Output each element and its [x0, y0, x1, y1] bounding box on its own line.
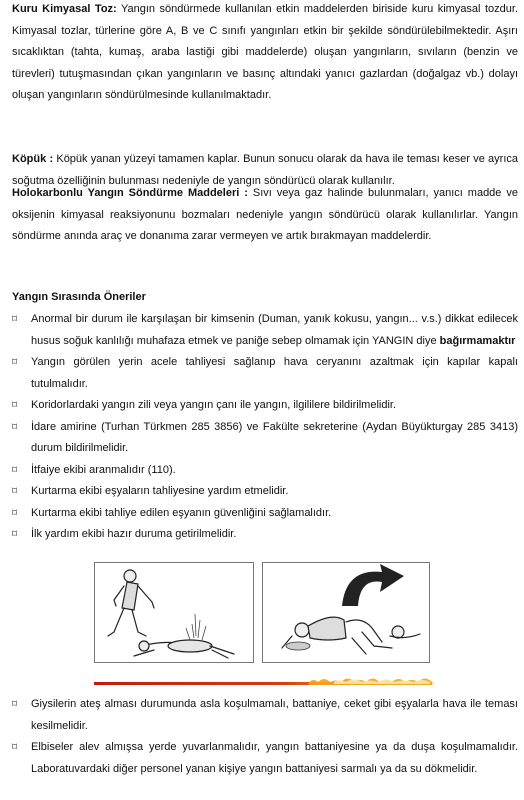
list-item-text: Giysilerin ateş alması durumunda asla koşulmamalı, battaniye, ceket gibi eşyalarla hava ile teması kesilmelidir.	[31, 698, 518, 732]
list-item-text: Anormal bir durum ile karşılaşan bir kimsenin (Duman, yanık kokusu, yangın... v.s.) dikkat edilecek husus soğuk kanlılığı muhafaza etmek ve paniğe sebep olmamak için YANGIN diye	[31, 313, 518, 347]
list-item-bold: bağırmamaktır	[439, 334, 516, 347]
list-item	[12, 737, 518, 780]
bullet-icon: ⌑	[12, 464, 18, 476]
list-item	[12, 481, 518, 503]
list-item	[12, 352, 518, 395]
foam-term: Köpük :	[12, 153, 54, 165]
list-item	[12, 309, 518, 352]
clothing-fire-list	[12, 694, 518, 780]
recommendations-list	[12, 309, 518, 546]
list-item-text: Kurtarma ekibi tahliye edilen eşyanın güvenliğini sağlamalıdır.	[31, 506, 332, 519]
bullet-icon: ⌑	[12, 742, 18, 753]
rolling-person-illustration	[262, 562, 430, 663]
fire-divider	[94, 676, 434, 686]
bullet-icon: ⌑	[12, 400, 18, 411]
list-item-text: İtfaiye ekibi aranmalıdır (110).	[31, 463, 176, 476]
dry-powder-term: Kuru Kimyasal Toz:	[12, 3, 117, 15]
list-item	[12, 503, 518, 525]
bullet-icon: ⌑	[12, 486, 18, 497]
list-item-text: Kurtarma ekibi eşyaların tahliyesine yardım etmelidir.	[31, 485, 289, 497]
halocarbon-term: Holokarbonlu Yangın Söndürme Maddeleri :	[12, 187, 248, 199]
list-item-text: İlk yardım ekibi hazır duruma getirilmelidir.	[31, 528, 237, 540]
dry-powder-text: Yangın söndürmede kullanılan etkin maddelerden biriside kuru kimyasal tozdur. Kimyasal tozlar, türlerine göre A, B ve C sınıfı yangınları etkin bir şekilde söndürülebilmektedir. Aşırı sıcaklıktan (tahta, kumaş, araba lastiği gibi maddelerde) oluşan yangınların, sıvıların (benzin ve türevleri) tutuşmasından çıkan yangınların ve basınç altındaki yanıcı gazlardan (doğalgaz vb.) dolayı oluşan yangınların söndürülmesinde kullanılmaktadır.	[12, 3, 518, 101]
bullet-icon: ⌑	[12, 507, 18, 519]
bullet-icon: ⌑	[12, 314, 18, 325]
list-item	[12, 524, 518, 546]
bullet-icon: ⌑	[12, 529, 18, 540]
fallen-person-illustration	[94, 562, 254, 663]
bullet-icon: ⌑	[12, 357, 18, 368]
list-item	[12, 460, 518, 482]
dry-powder-paragraph	[12, 0, 518, 107]
section-heading: Yangın Sırasında Öneriler	[12, 291, 146, 303]
list-item-text: Yangın görülen yerin acele tahliyesi sağlanıp hava ceryanını azaltmak için kapılar kapalı tutulmalıdır.	[31, 356, 518, 390]
list-item	[12, 694, 518, 737]
foam-text: Köpük yanan yüzeyi tamamen kaplar. Bunun sonucu olarak da hava ile teması keser ve ayrıca soğutma özelliğinin bulunması nedeniyle de yangın söndürücü olarak kullanılır.	[12, 153, 518, 187]
bullet-icon: ⌑	[12, 421, 18, 433]
list-item-text: Koridorlardaki yangın zili veya yangın çanı ile yangın, ilgililere bildirilmelidir.	[31, 399, 397, 411]
list-item	[12, 395, 518, 417]
list-item	[12, 417, 518, 460]
bullet-icon: ⌑	[12, 699, 18, 710]
halocarbon-paragraph	[12, 183, 518, 248]
list-item-text: Elbiseler alev almışsa yerde yuvarlanmalıdır, yangın battaniyesine ya da duşa koşulmamalıdır. Laboratuvardaki diğer personel yanan kişiye yangın battaniyesi sarmalı ya da su dökmelidir.	[31, 741, 518, 775]
list-item-text: İdare amirine (Turhan Türkmen 285 3856) ve Fakülte sekreterine (Aydan Büyükturgay 285 3413) durum bildirilmelidir.	[31, 420, 518, 454]
halocarbon-text: Sıvı veya gaz halinde bulunmaları, yanıcı madde ve oksijenin kimyasal reaksiyonunu bozmaları nedeniyle yangın söndürücü olarak kullanılırlar. Yangın söndürme anında araç ve donanıma zarar vermeyen ve artık bırakmayan maddelerdir.	[12, 187, 518, 242]
